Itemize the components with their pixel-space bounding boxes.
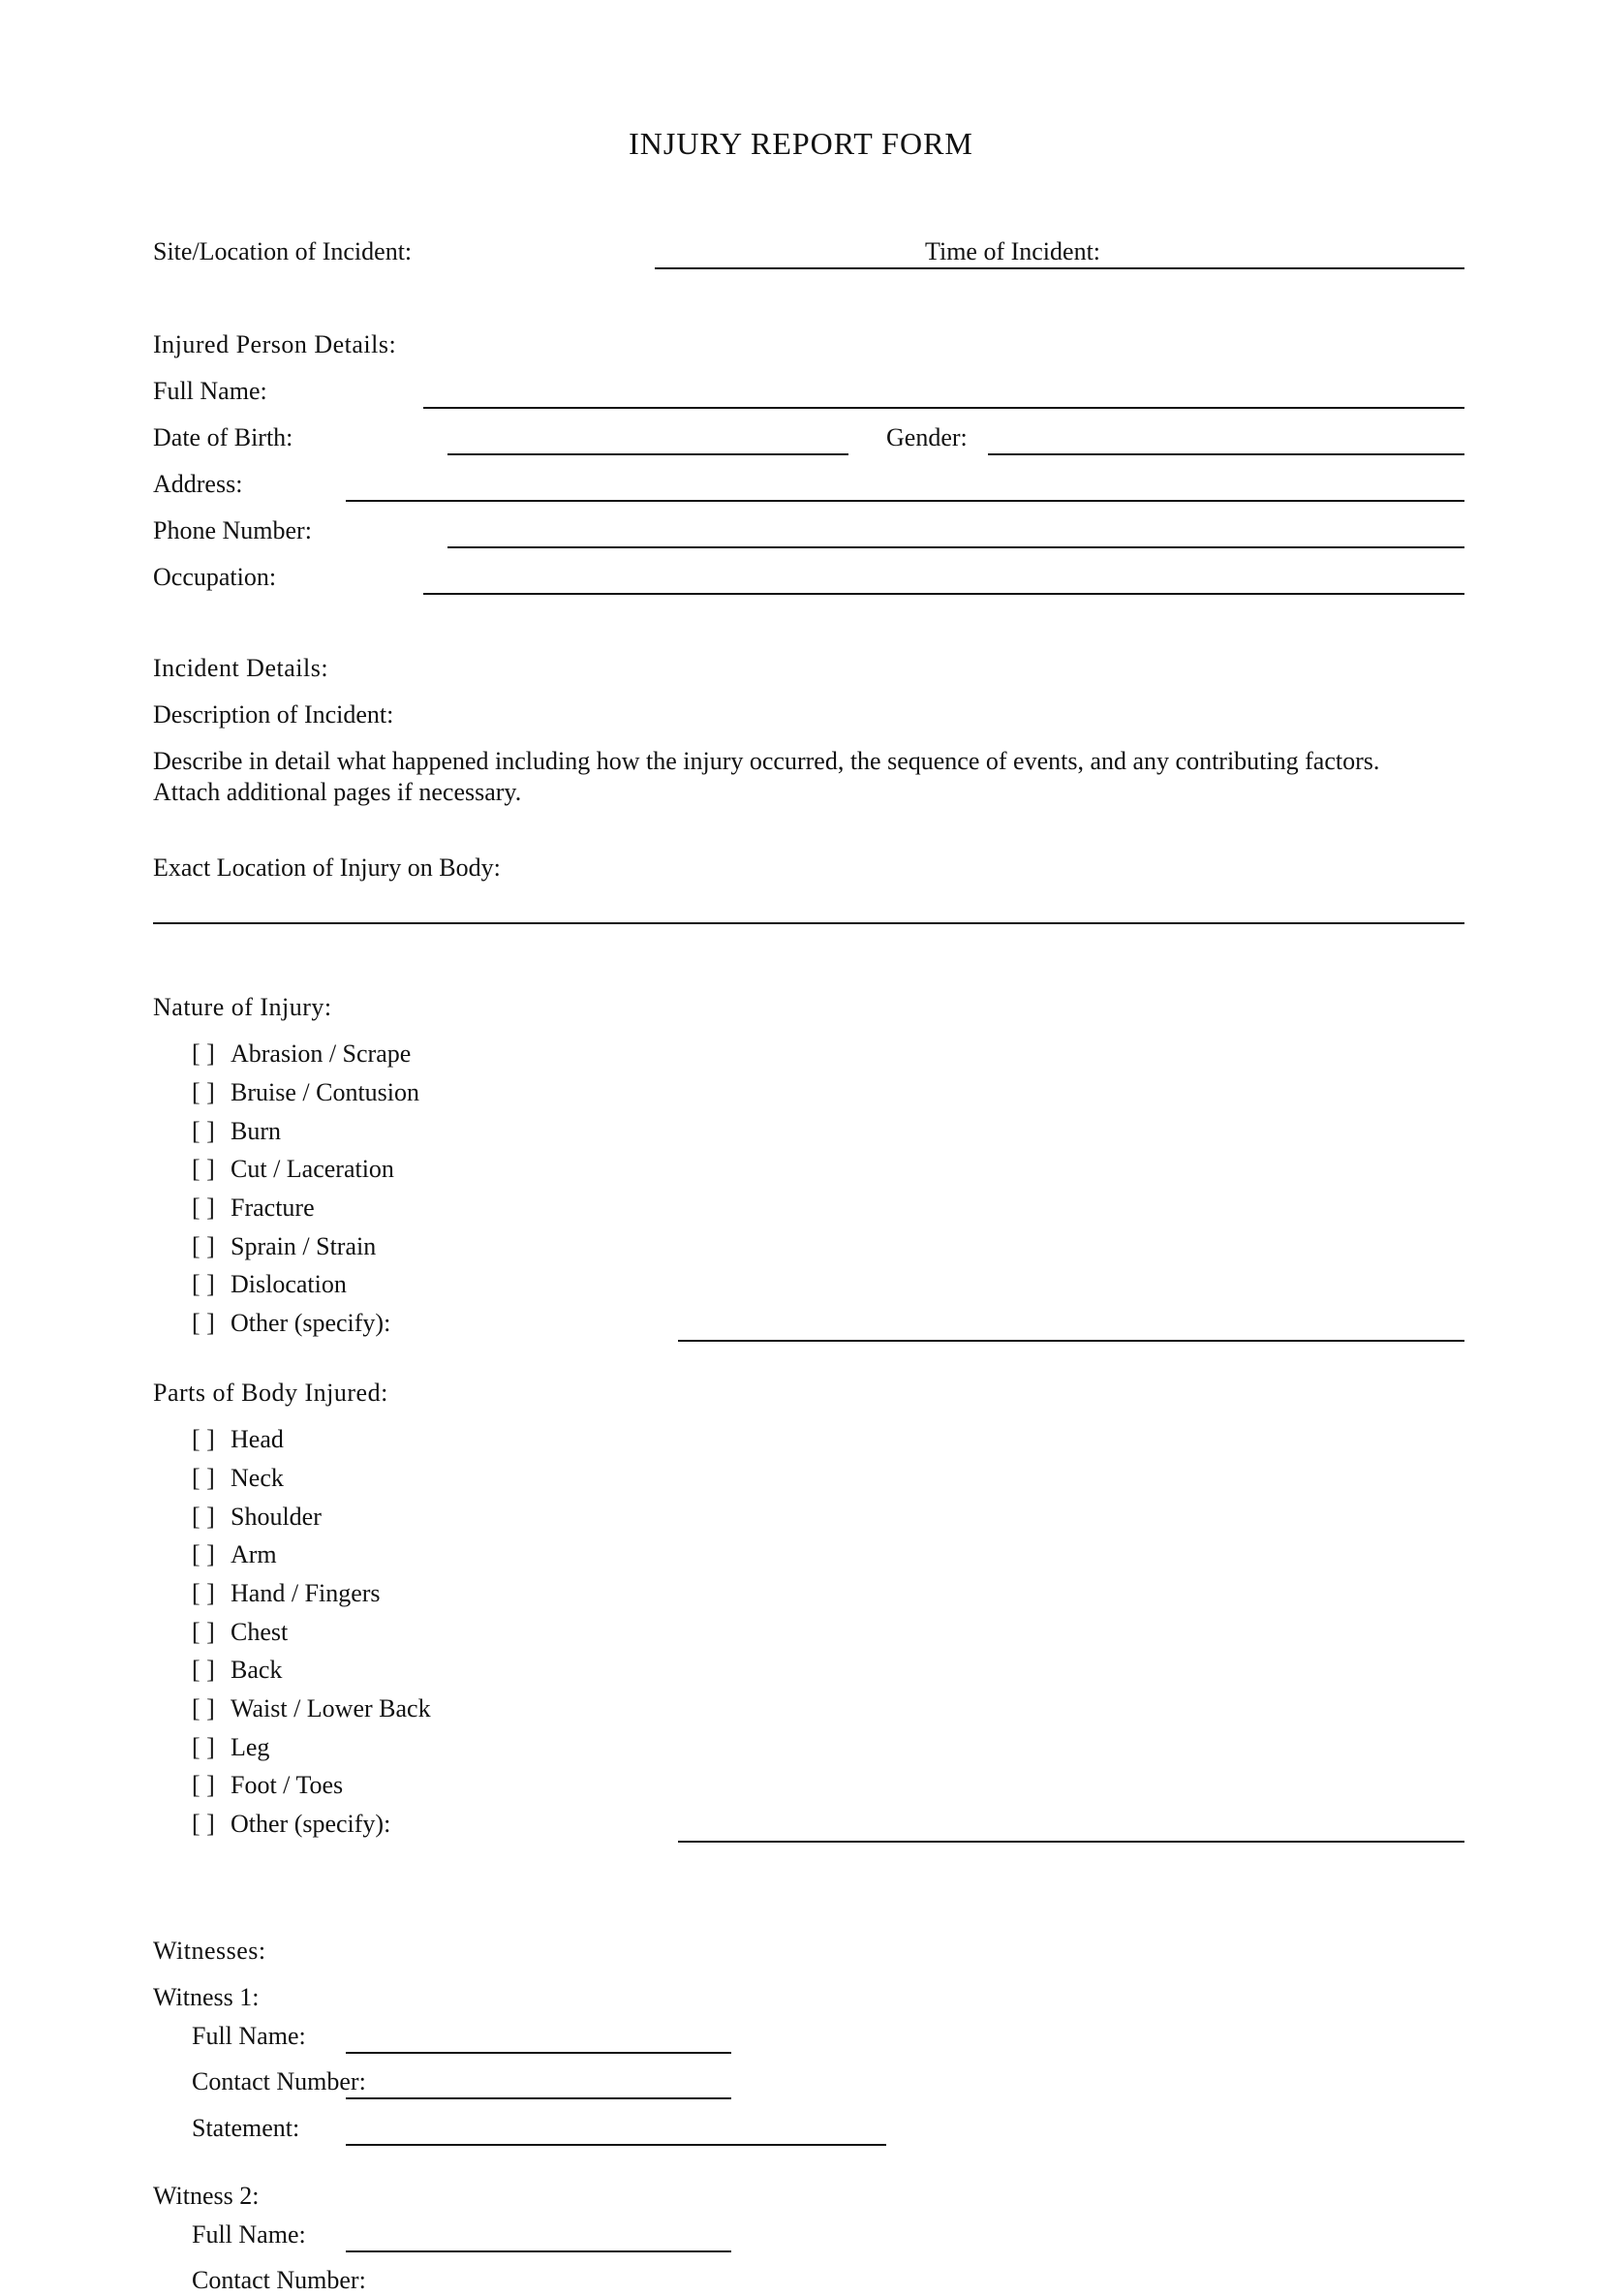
witness-1-label: Witness 1:: [153, 1983, 260, 2011]
nature-option[interactable]: [192, 1231, 376, 1262]
nature-option-label: Other (specify):: [231, 1309, 391, 1337]
nature-option[interactable]: [192, 1039, 411, 1070]
body-part-option[interactable]: [192, 1578, 381, 1609]
gender-label: Gender:: [886, 423, 968, 451]
witness-2-full-name-field[interactable]: [346, 2250, 731, 2252]
body-part-option[interactable]: [192, 1617, 288, 1648]
checkbox[interactable]: [ ]: [192, 1540, 215, 1568]
time-of-incident-label: Time of Incident:: [925, 237, 1101, 265]
nature-option[interactable]: [192, 1269, 347, 1300]
checkbox[interactable]: [ ]: [192, 1771, 215, 1799]
checkbox[interactable]: [ ]: [192, 1425, 215, 1453]
body-part-option[interactable]: [192, 1539, 277, 1570]
witness-1-contact-label: Contact Number:: [192, 2067, 366, 2095]
body-part-option[interactable]: [192, 1463, 284, 1494]
witness-1-statement-field[interactable]: [346, 2144, 886, 2146]
body-part-label: Hand / Fingers: [231, 1579, 381, 1607]
injured-person-heading: Injured Person Details:: [153, 330, 397, 358]
body-part-label: Leg: [231, 1733, 270, 1761]
address-label: Address:: [153, 470, 243, 498]
nature-of-injury-heading: Nature of Injury:: [153, 993, 332, 1021]
nature-option[interactable]: [192, 1193, 315, 1224]
nature-option-label: Bruise / Contusion: [231, 1078, 420, 1106]
checkbox[interactable]: [ ]: [192, 1656, 215, 1684]
body-location-label: Exact Location of Injury on Body:: [153, 853, 501, 882]
body-part-label: Neck: [231, 1464, 284, 1492]
checkbox[interactable]: [ ]: [192, 1694, 215, 1722]
description-instructions: Describe in detail what happened including how the injury occurred, the sequence of events, and any contributing factors. Attach additional pages if necessary.: [153, 747, 1380, 806]
checkbox[interactable]: [ ]: [192, 1503, 215, 1531]
body-part-label: Arm: [231, 1540, 277, 1568]
body-part-option[interactable]: [192, 1693, 431, 1724]
body-location-field[interactable]: [153, 922, 1464, 924]
checkbox[interactable]: [ ]: [192, 1618, 215, 1646]
witness-1-full-name-field[interactable]: [346, 2052, 731, 2054]
checkbox[interactable]: [ ]: [192, 1309, 215, 1337]
nature-option-label: Sprain / Strain: [231, 1232, 377, 1260]
checkbox[interactable]: [ ]: [192, 1733, 215, 1761]
body-part-label: Shoulder: [231, 1503, 322, 1531]
phone-field[interactable]: [447, 546, 1464, 548]
nature-option-label: Burn: [231, 1117, 281, 1145]
witness-2-contact-label: Contact Number:: [192, 2266, 366, 2294]
site-time-input-line[interactable]: [655, 267, 1464, 269]
checkbox[interactable]: [ ]: [192, 1464, 215, 1492]
nature-option[interactable]: [192, 1077, 419, 1108]
dob-label: Date of Birth:: [153, 423, 293, 451]
page-title: INJURY REPORT FORM: [629, 126, 973, 161]
parts-of-body-heading: Parts of Body Injured:: [153, 1379, 388, 1407]
incident-details-heading: Incident Details:: [153, 654, 329, 682]
body-part-other-field[interactable]: [678, 1841, 1464, 1843]
witness-1-full-name-label: Full Name:: [192, 2022, 306, 2050]
body-part-option[interactable]: [192, 1424, 284, 1455]
checkbox[interactable]: [ ]: [192, 1579, 215, 1607]
checkbox[interactable]: [ ]: [192, 1039, 215, 1068]
witness-2-full-name-label: Full Name:: [192, 2220, 306, 2249]
occupation-field[interactable]: [423, 593, 1464, 595]
witness-1-statement-label: Statement:: [192, 2114, 300, 2142]
description-label: Description of Incident:: [153, 700, 394, 729]
nature-option[interactable]: [192, 1154, 394, 1185]
witnesses-heading: Witnesses:: [153, 1937, 266, 1965]
body-part-label: Waist / Lower Back: [231, 1694, 431, 1722]
checkbox[interactable]: [ ]: [192, 1155, 215, 1183]
phone-label: Phone Number:: [153, 516, 312, 544]
body-part-option[interactable]: [192, 1770, 343, 1801]
checkbox[interactable]: [ ]: [192, 1117, 215, 1145]
nature-option[interactable]: [192, 1308, 390, 1339]
occupation-label: Occupation:: [153, 563, 277, 591]
address-field[interactable]: [346, 500, 1464, 502]
body-part-option[interactable]: [192, 1655, 282, 1686]
witness-1-contact-field[interactable]: [346, 2097, 731, 2099]
checkbox[interactable]: [ ]: [192, 1810, 215, 1838]
checkbox[interactable]: [ ]: [192, 1078, 215, 1106]
nature-option-label: Abrasion / Scrape: [231, 1039, 412, 1068]
nature-other-field[interactable]: [678, 1340, 1464, 1342]
full-name-label: Full Name:: [153, 377, 267, 405]
checkbox[interactable]: [ ]: [192, 1232, 215, 1260]
nature-option[interactable]: [192, 1116, 281, 1147]
body-part-option[interactable]: [192, 1809, 390, 1840]
body-part-option[interactable]: [192, 1502, 322, 1533]
site-location-label: Site/Location of Incident:: [153, 237, 413, 265]
checkbox[interactable]: [ ]: [192, 1270, 215, 1298]
body-part-label: Head: [231, 1425, 284, 1453]
body-part-label: Back: [231, 1656, 283, 1684]
witness-2-label: Witness 2:: [153, 2182, 260, 2210]
body-part-label: Foot / Toes: [231, 1771, 344, 1799]
nature-option-label: Fracture: [231, 1194, 315, 1222]
body-part-label: Chest: [231, 1618, 289, 1646]
body-part-option[interactable]: [192, 1732, 269, 1763]
body-part-label: Other (specify):: [231, 1810, 391, 1838]
nature-option-label: Cut / Laceration: [231, 1155, 394, 1183]
dob-field[interactable]: [447, 453, 848, 455]
full-name-field[interactable]: [423, 407, 1464, 409]
gender-field[interactable]: [988, 453, 1464, 455]
checkbox[interactable]: [ ]: [192, 1194, 215, 1222]
nature-option-label: Dislocation: [231, 1270, 347, 1298]
